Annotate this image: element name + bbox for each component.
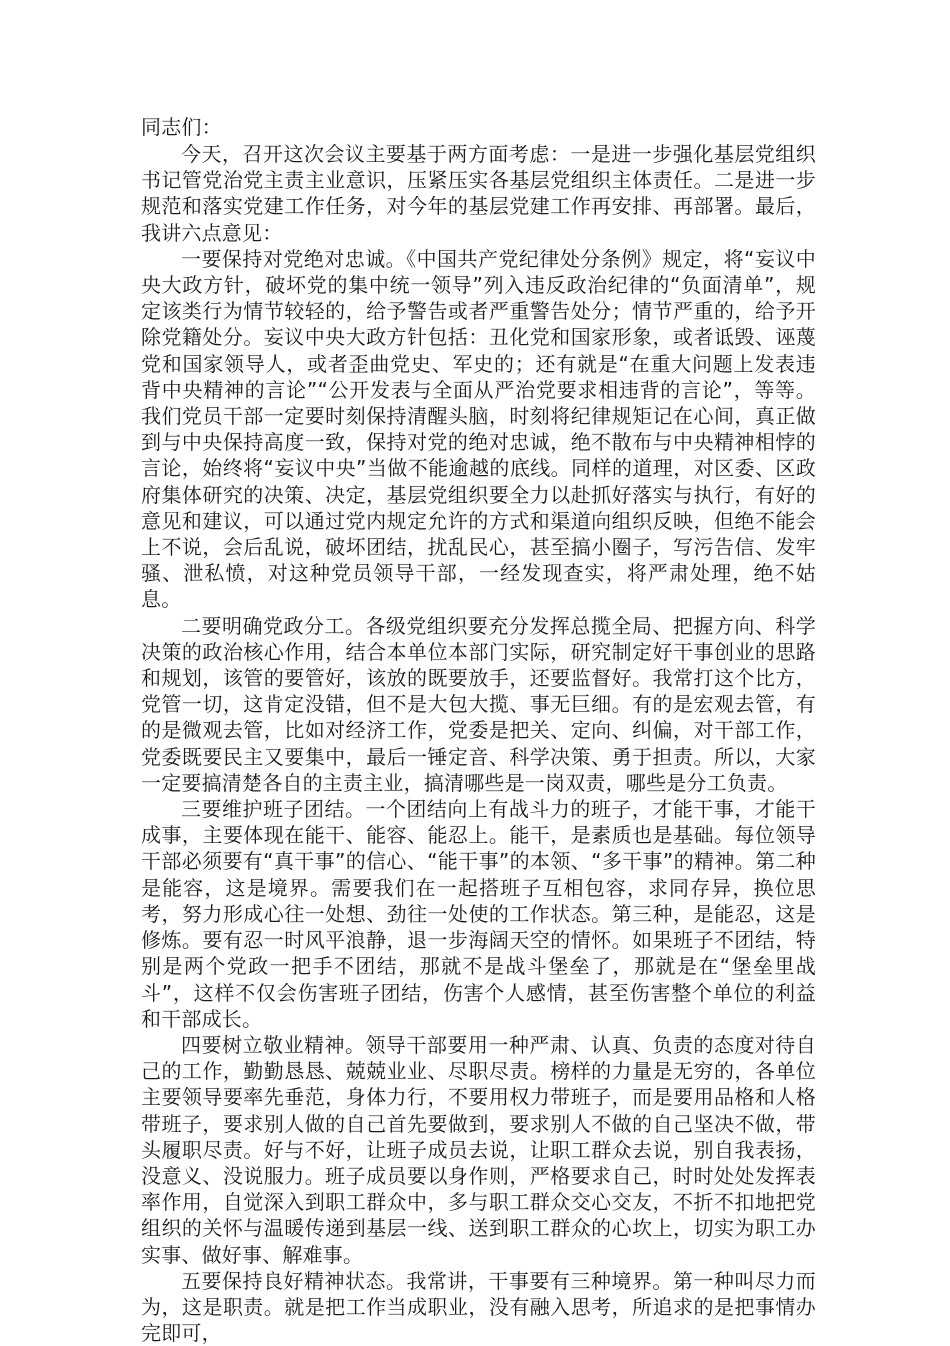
- paragraph-point-3: 三要维护班子团结。一个团结向上有战斗力的班子，才能干事，才能干成事，主要体现在能干、能容、能忍上。能干，是素质也是基础。每位领导干部必须要有“真干事”的信心、“能干事”的本领、“多干事”的精神。第二种是能容，这是境界。需要我们在一起搭班子互相包容，求同存异，换位思考，努力形成心往一处想、劲往一处使的工作状态。第三种，是能忍，这是修炼。要有忍一时风平浪静，退一步海阔天空的情怀。如果班子不团结，特别是两个党政一把手不团结，那就不是战斗堡垒了，那就是在“堡垒里战斗”，这样不仅会伤害班子团结，伤害个人感情，甚至伤害整个单位的利益和干部成长。: [141, 797, 816, 1031]
- paragraph-point-1: 一要保持对党绝对忠诚。《中国共产党纪律处分条例》规定，将“妄议中央大政方针，破坏党的集中统一领导”列入违反政治纪律的“负面清单”，规定该类行为情节较轻的，给予警告或者严重警告处分；情节严重的，给予开除党籍处分。妄议中央大政方针包括：丑化党和国家形象，或者诋毁、诬蔑党和国家领导人，或者歪曲党史、军史的；还有就是“在重大问题上发表违背中央精神的言论”“公开发表与全面从严治党要求相违背的言论”，等等。我们党员干部一定要时刻保持清醒头脑，时刻将纪律规矩记在心间，真正做到与中央保持高度一致，保持对党的绝对忠诚，绝不散布与中央精神相悖的言论，始终将“妄议中央”当做不能逾越的底线。同样的道理，对区委、区政府集体研究的决策、决定，基层党组织要全力以赴抓好落实与执行，有好的意见和建议，可以通过党内规定允许的方式和渠道向组织反映，但绝不能会上不说，会后乱说，破坏团结，扰乱民心，甚至搞小圈子，写污告信、发牢骚、泄私愤，对这种党员领导干部，一经发现查实，将严肃处理，绝不姑息。: [141, 246, 816, 612]
- paragraph-intro: 今天，召开这次会议主要基于两方面考虑：一是进一步强化基层党组织书记管党治党主责主业意识，压紧压实各基层党组织主体责任。二是进一步规范和落实党建工作任务，对今年的基层党建工作再安排、再部署。最后，我讲六点意见：: [141, 142, 816, 245]
- paragraph-point-5: 五要保持良好精神状态。我常讲，干事要有三种境界。第一种叫尽力而为，这是职责。就是把工作当成职业，没有融入思考，所追求的是把事情办完即可，: [141, 1268, 816, 1346]
- paragraph-point-2: 二要明确党政分工。各级党组织要充分发挥总揽全局、把握方向、科学决策的政治核心作用，结合本单位本部门实际，研究制定好干事创业的思路和规划，该管的要管好，该放的既要放手，还要监督好。我常打这个比方，党管一切，这肯定没错，但不是大包大揽、事无巨细。有的是宏观去管，有的是微观去管，比如对经济工作，党委是把关、定向、纠偏，对干部工作，党委既要民主又要集中，最后一锤定音、科学决策、勇于担责。所以，大家一定要搞清楚各自的主责主业，搞清哪些是一岗双责，哪些是分工负责。: [141, 613, 816, 795]
- salutation: 同志们：: [141, 115, 222, 139]
- paragraph-point-4: 四要树立敬业精神。领导干部要用一种严肃、认真、负责的态度对待自己的工作，勤勤恳恳、兢兢业业、尽职尽责。榜样的力量是无穷的，各单位主要领导要率先垂范，身体力行，不要用权力带班子，而是要用品格和人格带班子，要求别人做的自己首先要做到，要求别人不做的自己坚决不做，带头履职尽责。好与不好，让班子成员去说，让职工群众去说，别自我表扬，没意义、没说服力。班子成员要以身作则，严格要求自己，时时处处发挥表率作用，自觉深入到职工群众中，多与职工群众交心交友，不折不扣地把党组织的关怀与温暖传递到基层一线、送到职工群众的心坎上，切实为职工办实事、做好事、解难事。: [141, 1032, 816, 1267]
- document-body: [141, 114, 816, 1346]
